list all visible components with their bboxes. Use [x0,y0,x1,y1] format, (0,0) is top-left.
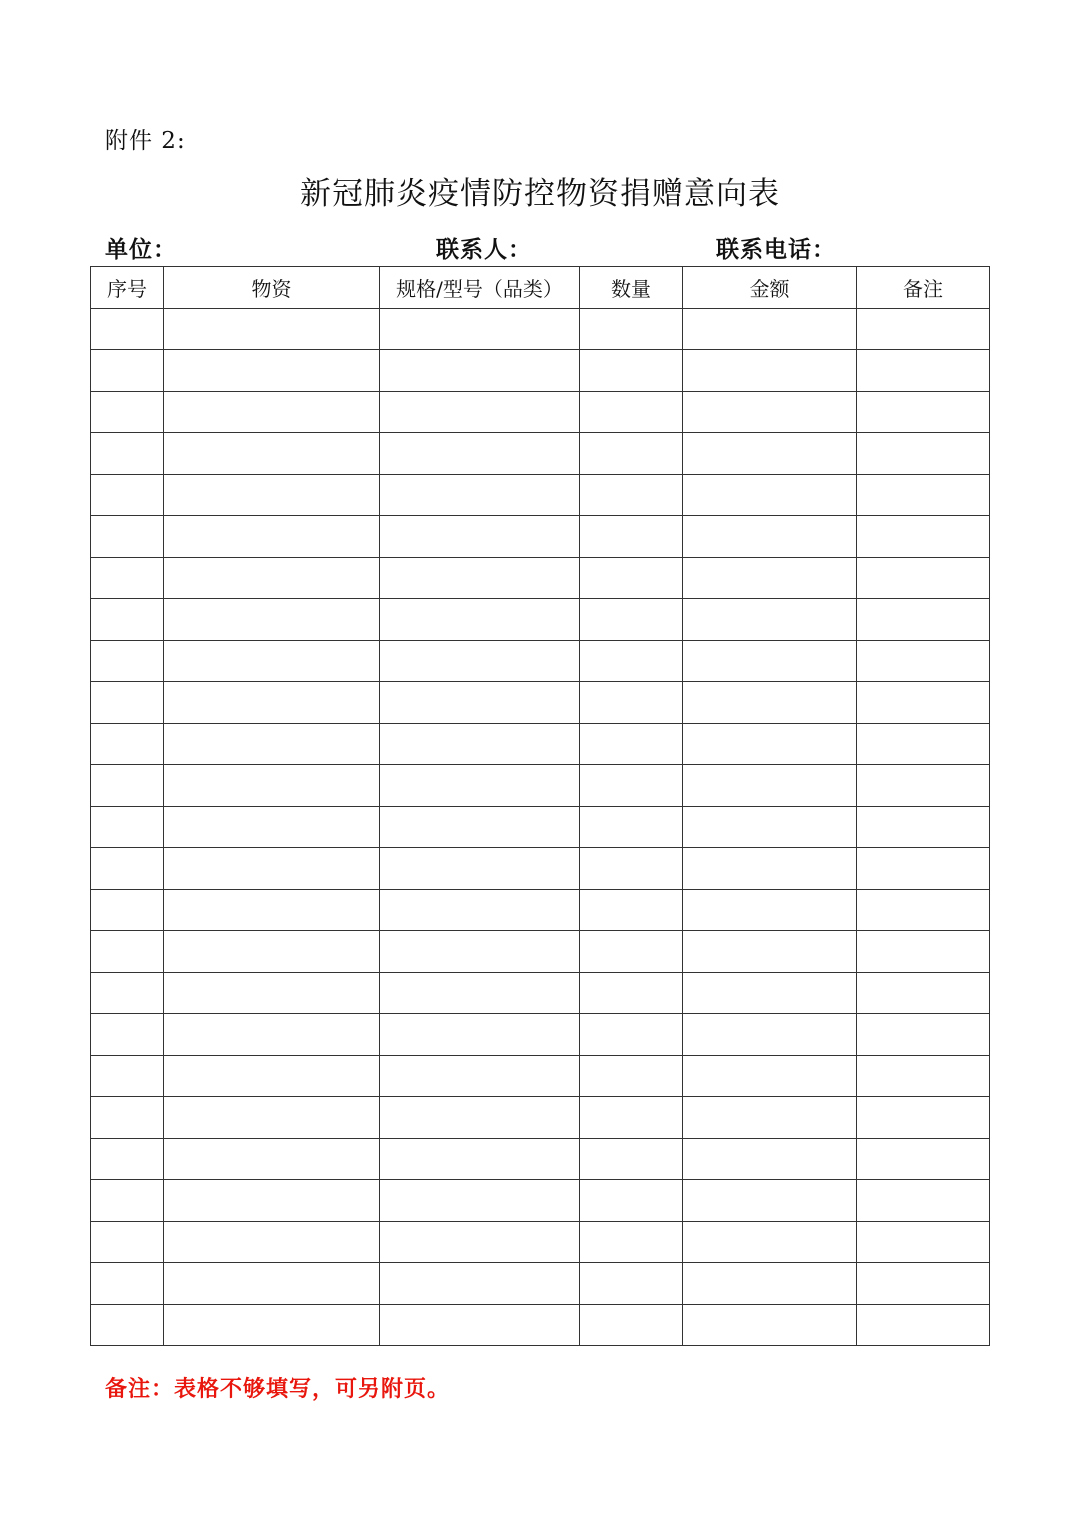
table-cell[interactable] [91,848,164,890]
table-cell[interactable] [91,1055,164,1097]
table-cell[interactable] [380,1055,580,1097]
table-cell[interactable] [683,1263,857,1305]
table-cell[interactable] [857,350,990,392]
table-cell[interactable] [91,474,164,516]
table-cell[interactable] [380,599,580,641]
table-row [91,1097,990,1139]
table-cell[interactable] [164,848,380,890]
table-cell[interactable] [857,682,990,724]
table-cell[interactable] [380,682,580,724]
table-cell[interactable] [580,640,683,682]
table-cell[interactable] [164,682,380,724]
table-cell[interactable] [164,1221,380,1263]
table-row [91,1304,990,1346]
table-cell[interactable] [580,682,683,724]
table-cell[interactable] [380,765,580,807]
header-serial-number: 序号 [91,267,164,309]
table-cell[interactable] [91,1263,164,1305]
table-cell[interactable] [164,1055,380,1097]
table-cell[interactable] [91,433,164,475]
table-cell[interactable] [91,765,164,807]
table-cell[interactable] [164,889,380,931]
table-cell[interactable] [683,889,857,931]
table-row [91,806,990,848]
table-row [91,848,990,890]
table-row [91,931,990,973]
table-cell[interactable] [683,1014,857,1056]
table-cell[interactable] [683,972,857,1014]
table-cell[interactable] [683,557,857,599]
table-cell[interactable] [683,391,857,433]
table-cell[interactable] [857,391,990,433]
table-cell[interactable] [683,848,857,890]
table-row [91,474,990,516]
table-cell[interactable] [580,1097,683,1139]
table-cell[interactable] [580,1180,683,1222]
table-row [91,1263,990,1305]
table-cell[interactable] [91,516,164,558]
table-cell[interactable] [164,391,380,433]
table-cell[interactable] [164,1097,380,1139]
table-cell[interactable] [91,557,164,599]
table-cell[interactable] [380,1097,580,1139]
table-cell[interactable] [580,1138,683,1180]
table-cell[interactable] [580,806,683,848]
table-cell[interactable] [857,516,990,558]
table-row [91,391,990,433]
table-cell[interactable] [91,931,164,973]
table-cell[interactable] [380,640,580,682]
table-cell[interactable] [857,848,990,890]
form-title: 新冠肺炎疫情防控物资捐赠意向表 [300,176,780,212]
table-cell[interactable] [683,806,857,848]
table-cell[interactable] [683,308,857,350]
table-cell[interactable] [91,1014,164,1056]
table-cell[interactable] [380,1014,580,1056]
table-cell[interactable] [683,474,857,516]
table-header-row [91,267,990,309]
table-row [91,557,990,599]
table-cell[interactable] [683,640,857,682]
table-cell[interactable] [857,723,990,765]
table-cell[interactable] [580,1304,683,1346]
table-cell[interactable] [857,931,990,973]
table-row [91,433,990,475]
table-cell[interactable] [580,599,683,641]
table-cell[interactable] [683,765,857,807]
table-cell[interactable] [857,599,990,641]
table-cell[interactable] [580,848,683,890]
table-cell[interactable] [164,806,380,848]
table-cell[interactable] [683,723,857,765]
table-cell[interactable] [857,1055,990,1097]
table-cell[interactable] [164,640,380,682]
table-cell[interactable] [857,765,990,807]
table-cell[interactable] [164,1263,380,1305]
table-cell[interactable] [380,1180,580,1222]
table-cell[interactable] [380,889,580,931]
table-cell[interactable] [91,308,164,350]
table-cell[interactable] [164,516,380,558]
table-cell[interactable] [857,1304,990,1346]
table-cell[interactable] [580,1055,683,1097]
table-cell[interactable] [683,1180,857,1222]
table-row [91,1055,990,1097]
table-cell[interactable] [580,1263,683,1305]
table-cell[interactable] [580,516,683,558]
table-row [91,308,990,350]
table-cell[interactable] [580,1221,683,1263]
table-cell[interactable] [164,474,380,516]
header-quantity: 数量 [580,267,683,309]
contact-person-label: 联系人： [436,236,532,263]
table-cell[interactable] [91,682,164,724]
table-cell[interactable] [380,1138,580,1180]
table-cell[interactable] [380,848,580,890]
table-cell[interactable] [857,308,990,350]
table-cell[interactable] [380,806,580,848]
header-material: 物资 [164,267,380,309]
table-cell[interactable] [857,1097,990,1139]
table-cell[interactable] [857,806,990,848]
table-cell[interactable] [857,1138,990,1180]
table-cell[interactable] [857,1014,990,1056]
table-cell[interactable] [380,972,580,1014]
donation-table [90,266,990,1346]
table-cell[interactable] [580,765,683,807]
table-cell[interactable] [91,1304,164,1346]
table-cell[interactable] [380,723,580,765]
table-row [91,682,990,724]
table-cell[interactable] [857,1221,990,1263]
table-cell[interactable] [683,599,857,641]
table-cell[interactable] [380,433,580,475]
table-cell[interactable] [857,557,990,599]
table-cell[interactable] [164,1304,380,1346]
table-cell[interactable] [380,1221,580,1263]
table-cell[interactable] [164,350,380,392]
table-cell[interactable] [164,723,380,765]
table-cell[interactable] [91,972,164,1014]
table-cell[interactable] [380,516,580,558]
table-cell[interactable] [91,723,164,765]
table-cell[interactable] [91,599,164,641]
table-body [91,308,990,1346]
table-cell[interactable] [580,1014,683,1056]
table-row [91,640,990,682]
table-row [91,599,990,641]
table-cell[interactable] [380,474,580,516]
attachment-label: 附件 2: [105,128,186,154]
table-cell[interactable] [164,765,380,807]
table-cell[interactable] [380,350,580,392]
table-cell[interactable] [164,557,380,599]
table-cell[interactable] [683,1055,857,1097]
table-cell[interactable] [683,350,857,392]
table-cell[interactable] [857,1263,990,1305]
table-cell[interactable] [164,433,380,475]
table-cell[interactable] [164,308,380,350]
table-row [91,723,990,765]
table-cell[interactable] [857,433,990,475]
table-cell[interactable] [580,474,683,516]
header-remarks: 备注 [857,267,990,309]
table-cell[interactable] [380,1263,580,1305]
header-specification: 规格/型号（品类） [380,267,580,309]
table-cell[interactable] [91,806,164,848]
table-cell[interactable] [164,599,380,641]
table-cell[interactable] [380,557,580,599]
table-row [91,1180,990,1222]
table-row [91,765,990,807]
table-cell[interactable] [580,391,683,433]
table-cell[interactable] [91,640,164,682]
table-row [91,1014,990,1056]
table-cell[interactable] [683,1304,857,1346]
table-cell[interactable] [91,1097,164,1139]
unit-label: 单位： [105,236,177,263]
table-cell[interactable] [683,433,857,475]
table-cell[interactable] [683,1138,857,1180]
table-cell[interactable] [580,972,683,1014]
table-cell[interactable] [164,931,380,973]
table-cell[interactable] [857,640,990,682]
table-cell[interactable] [683,682,857,724]
table-row [91,889,990,931]
table-row [91,516,990,558]
table-cell[interactable] [380,931,580,973]
table-cell[interactable] [857,972,990,1014]
table-cell[interactable] [683,931,857,973]
table-cell[interactable] [580,308,683,350]
table-cell[interactable] [91,1180,164,1222]
table-cell[interactable] [683,1097,857,1139]
table-cell[interactable] [164,1014,380,1056]
table-cell[interactable] [580,723,683,765]
table-cell[interactable] [164,1138,380,1180]
footer-note: 备注：表格不够填写，可另附页。 [105,1376,451,1402]
table-row [91,1221,990,1263]
table-cell[interactable] [683,516,857,558]
table-cell[interactable] [580,889,683,931]
table-cell[interactable] [91,889,164,931]
table-cell[interactable] [580,350,683,392]
contact-phone-label: 联系电话： [716,236,836,263]
table-cell[interactable] [683,1221,857,1263]
header-amount: 金额 [683,267,857,309]
table-cell[interactable] [857,889,990,931]
table-cell[interactable] [857,1180,990,1222]
table-cell[interactable] [91,1221,164,1263]
table-row [91,972,990,1014]
table-cell[interactable] [580,433,683,475]
table-cell[interactable] [580,931,683,973]
table-cell[interactable] [164,1180,380,1222]
table-cell[interactable] [380,308,580,350]
table-cell[interactable] [857,474,990,516]
table-row [91,1138,990,1180]
table-cell[interactable] [580,557,683,599]
table-row [91,350,990,392]
table-cell[interactable] [380,1304,580,1346]
table-cell[interactable] [91,391,164,433]
table-cell[interactable] [91,350,164,392]
table-cell[interactable] [380,391,580,433]
table-cell[interactable] [91,1138,164,1180]
table-cell[interactable] [164,972,380,1014]
